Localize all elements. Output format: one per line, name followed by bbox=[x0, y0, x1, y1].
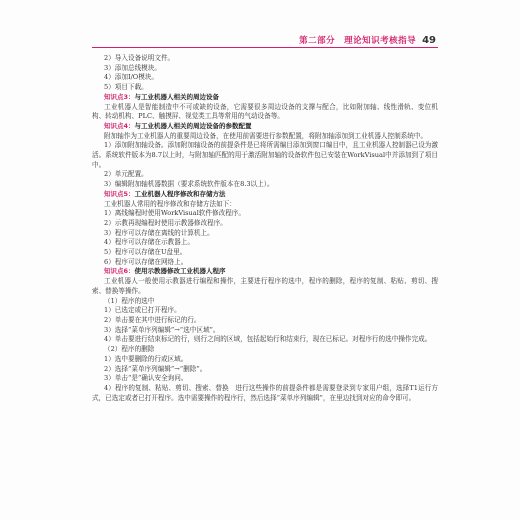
list-item: 3）程序可以存储在离线的计算机上。 bbox=[104, 228, 214, 237]
list-item: 5）项目下载。 bbox=[104, 83, 148, 92]
list-item: 2）导入设备说明文件。 bbox=[104, 54, 175, 62]
knowledge-point-heading bbox=[92, 267, 438, 277]
list-item: 2）选择“菜单序列编辑”→“删除”。 bbox=[104, 364, 207, 373]
knowledge-point-title: 工业机器人程序修改和存储方法 bbox=[134, 189, 226, 198]
list-item: 4）添加I/O模块。 bbox=[104, 73, 158, 82]
paragraph: 附加轴作为工业机器人的重要周边设备，在使用前需要进行参数配置，将附加轴添加到工业机器人控制系统中。 bbox=[104, 131, 428, 140]
list-item: 1）离线编程时使用WorkVisual软件修改程序。 bbox=[104, 209, 245, 218]
knowledge-point-tag: 知识点5： bbox=[104, 189, 135, 198]
paragraph: 4）单击要进行结束标记的行，则行之间的区域，包括起始行和结束行，现在已标记。对程序行的选中操作完成。 bbox=[104, 335, 432, 344]
paragraph: 1）添加附加轴设备。添加附加轴设备的前提条件是已将所需编目添加到窗口编目中，且工业机器人控制器已设为激活。系统软件版本为8.7以上时，与附加轴匹配的用于激活附加轴的设备软件包已安装在WorkVisual中并添加到了项目中。 bbox=[92, 141, 438, 169]
subheading: （1）程序的选中 bbox=[104, 296, 155, 305]
list-item: 3）单击“是”确认安全询问。 bbox=[104, 374, 188, 383]
paragraph: 工业机器人一般使用示教器进行编程和操作，主要进行程序的选中，程序的删除，程序的复制、粘贴、剪切、搜索、替换等操作。 bbox=[92, 277, 438, 295]
knowledge-point-tag: 知识点4： bbox=[104, 121, 135, 130]
knowledge-point-title: 使用示教器修改工业机器人程序 bbox=[134, 267, 226, 276]
knowledge-point-heading bbox=[92, 93, 438, 103]
page-body bbox=[92, 54, 438, 403]
running-header bbox=[299, 34, 436, 46]
list-item: 3）编辑附加轴机器数据（要求系统软件版本在8.3以上）。 bbox=[104, 180, 274, 189]
page-number: 49 bbox=[422, 35, 436, 46]
knowledge-point-tag: 知识点3： bbox=[104, 92, 135, 101]
knowledge-point-tag: 知识点6： bbox=[104, 267, 135, 276]
list-item: 2）单击要在其中进行标记的行。 bbox=[104, 315, 201, 324]
list-item: 5）程序可以存储在U盘里。 bbox=[104, 248, 187, 257]
list-item: 3）选择“菜单序列编辑”→“选中区域”。 bbox=[104, 325, 220, 334]
paragraph: 工业机器人常用的程序修改和存储方法如下： bbox=[104, 199, 236, 208]
list-item: 1）选中要删除的行或区域。 bbox=[104, 354, 188, 363]
list-item: 6）程序可以存储在网络上。 bbox=[104, 257, 188, 266]
header-rule bbox=[92, 47, 438, 48]
list-item: 2）单元配置。 bbox=[104, 170, 148, 179]
paragraph: 工业机器人是智能制造中不可或缺的设备，它需要很多周边设备的支撑与配合，比如附加轴、线性滑轨、变位机构、转动机构、PLC、触摸屏、视觉类工具等常用的气动设备等。 bbox=[92, 102, 438, 121]
paragraph: 4）程序的复制、粘贴、剪切、搜索、替换 进行这些操作的前提条件都是需要登录到专家用户组，选择T1运行方式，已选定或者已打开程序。选中需要操作的程序行，然后选择“菜单序列编辑”，在里边找到对应的命令即可。 bbox=[92, 383, 438, 402]
list-item: 2）示教再现编程时使用示教器修改程序。 bbox=[104, 218, 227, 227]
list-item: 3）添加总线模块。 bbox=[104, 63, 161, 72]
list-item: 4）程序可以存储在示教器上。 bbox=[104, 238, 194, 247]
subheading: （2）程序的删除 bbox=[104, 345, 155, 354]
list-item: 1）已选定或已打开程序。 bbox=[104, 306, 181, 315]
knowledge-point-heading bbox=[92, 122, 438, 132]
section-title: 第二部分 理论知识考核指导 bbox=[299, 36, 417, 46]
knowledge-point-title: 与工业机器人相关的周边设备 bbox=[134, 92, 220, 101]
knowledge-point-title: 与工业机器人相关的周边设备的参数配置 bbox=[134, 121, 252, 130]
knowledge-point-heading bbox=[92, 190, 438, 200]
